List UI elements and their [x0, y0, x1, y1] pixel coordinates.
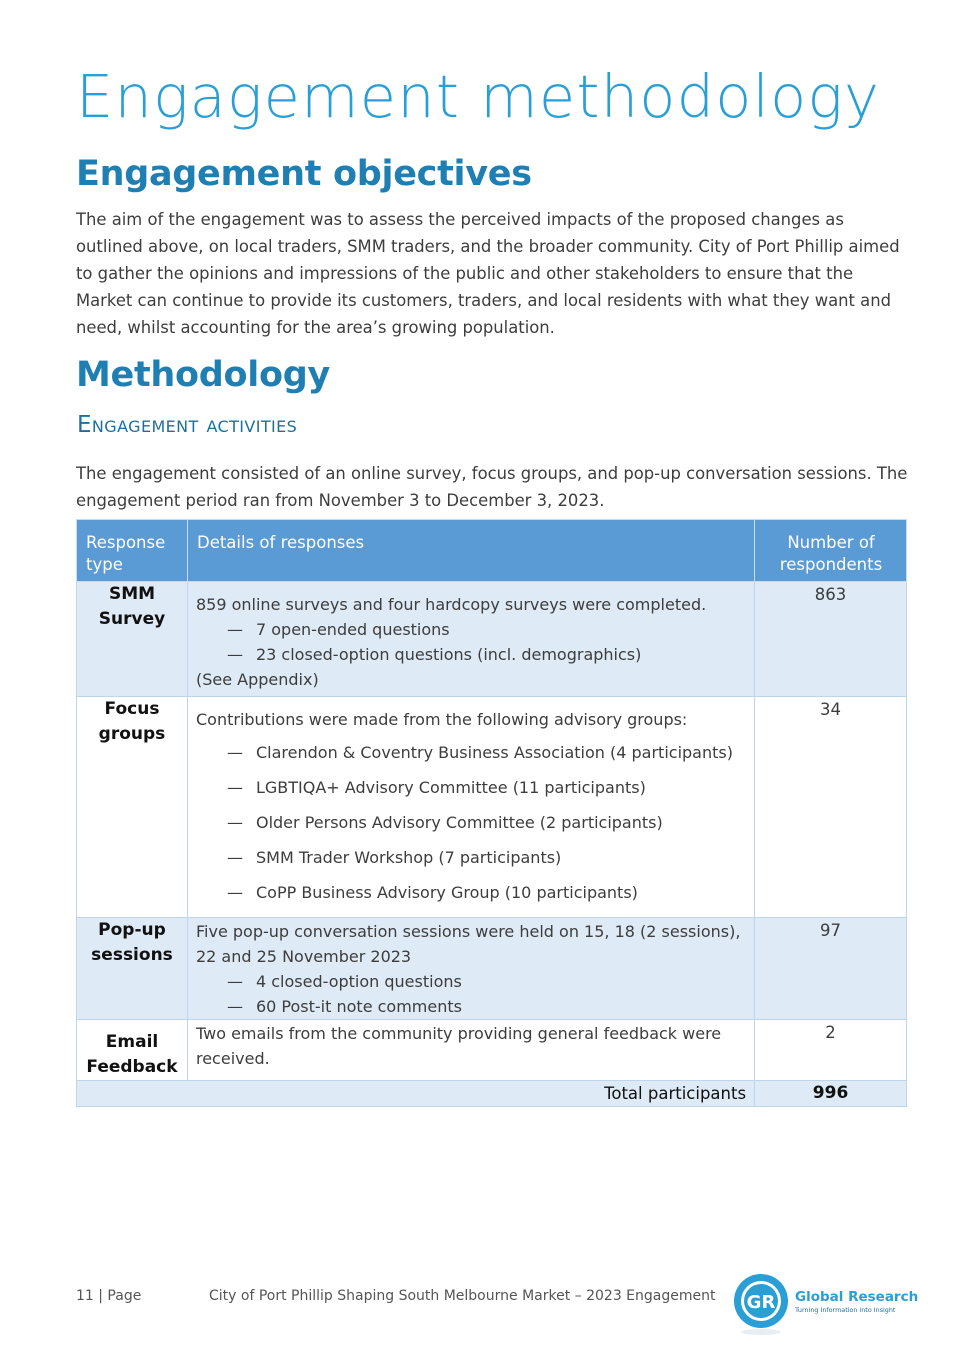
list-item: — CoPP Business Advisory Group (10 participants): [196, 880, 746, 905]
table-row: [77, 918, 907, 1020]
dash-bullet-icon: —: [226, 645, 243, 664]
row-count-smm-survey: 863: [755, 582, 907, 697]
row-count-email-feedback: 2: [755, 1020, 907, 1081]
header-details: Details of responses: [187, 520, 754, 582]
total-value: 996: [755, 1081, 907, 1107]
row-details-email-feedback: [187, 1020, 754, 1081]
row-type-focus-groups: Focus groups: [77, 697, 188, 918]
dash-bullet-icon: —: [226, 778, 243, 797]
dash-bullet-icon: —: [226, 972, 243, 991]
methodology-heading: Methodology: [76, 355, 330, 395]
activities-subheading: Engagement activities: [77, 412, 298, 438]
list-item: — Older Persons Advisory Committee (2 participants): [196, 810, 746, 835]
methodology-paragraph: The engagement consisted of an online survey, focus groups, and pop-up conversation sessions. The engagement period ran from November 3 to December 3, 2023.: [76, 464, 908, 510]
list-item: — 4 closed-option questions: [196, 969, 746, 994]
row-details-smm-survey: [187, 582, 754, 697]
list-item: — 23 closed-option questions (incl. demographics): [196, 642, 746, 667]
row-type-email-feedback: Email Feedback: [77, 1020, 188, 1081]
dash-bullet-icon: —: [226, 848, 243, 867]
total-label: Total participants: [77, 1081, 755, 1107]
details-outro: (See Appendix): [195, 670, 319, 689]
table-row: [77, 1020, 907, 1081]
header-number-of-respondents: Number of respondents: [755, 520, 907, 582]
details-intro: Five pop-up conversation sessions were held on 15, 18 (2 sessions), 22 and 25 November 2023: [195, 922, 741, 966]
page-title: Engagement methodology: [76, 62, 881, 131]
details-intro: Two emails from the community providing general feedback were received.: [195, 1024, 722, 1068]
details-intro: Contributions were made from the following advisory groups:: [195, 710, 688, 729]
objectives-heading: Engagement objectives: [76, 154, 532, 194]
dash-bullet-icon: —: [226, 997, 243, 1016]
footer-document-title: City of Port Phillip Shaping South Melbourne Market – 2023 Engagement: [209, 1288, 716, 1304]
table-row: [77, 582, 907, 697]
dash-bullet-icon: —: [226, 620, 243, 639]
details-intro: 859 online surveys and four hardcopy surveys were completed.: [195, 595, 707, 614]
table-row: [77, 697, 907, 918]
dash-bullet-icon: —: [226, 813, 243, 832]
global-research-logo: [733, 1271, 919, 1341]
row-type-popup-sessions: Pop-up sessions: [77, 918, 188, 1020]
row-details-focus-groups: [187, 697, 754, 918]
list-item: — 7 open-ended questions: [196, 617, 746, 642]
row-count-popup-sessions: 97: [755, 918, 907, 1020]
list-item: — 60 Post-it note comments: [196, 994, 746, 1019]
list-item: — LGBTIQA+ Advisory Committee (11 participants): [196, 775, 746, 800]
footer-page-number: 11 | Page: [76, 1288, 142, 1304]
list-item: — Clarendon & Coventry Business Association (4 participants): [196, 740, 746, 765]
row-details-popup-sessions: [187, 918, 754, 1020]
row-count-focus-groups: 34: [755, 697, 907, 918]
dash-bullet-icon: —: [226, 883, 243, 902]
responses-table: [76, 519, 907, 1107]
logo-tagline: Turning Information into Insight: [795, 1306, 896, 1314]
logo-name: Global Research: [795, 1289, 919, 1305]
table-total-row: [77, 1081, 907, 1107]
dash-bullet-icon: —: [226, 743, 243, 762]
svg-text:GR: GR: [746, 1292, 776, 1313]
row-type-smm-survey: SMM Survey: [77, 582, 188, 697]
list-item: — SMM Trader Workshop (7 participants): [196, 845, 746, 870]
objectives-paragraph: The aim of the engagement was to assess the perceived impacts of the proposed changes as outlined above, on local traders, SMM traders, and the broader community. City of Port Phillip aimed to gather the opinions and impressions of the public and other stakeholders to ensure that the Market can continue to provide its customers, traders, and local residents with what they want and need, whilst accounting for the area’s growing population.: [76, 210, 900, 337]
table-header-row: [77, 520, 907, 582]
logo-mark-icon: [733, 1271, 793, 1337]
header-response-type: Response type: [77, 520, 188, 582]
